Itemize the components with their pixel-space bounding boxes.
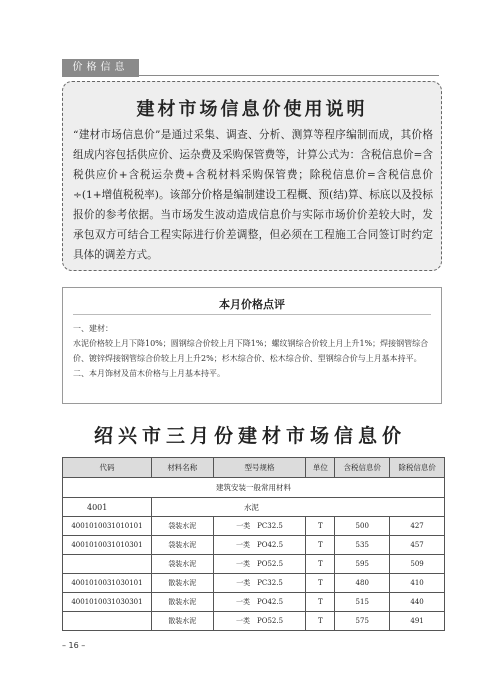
cell-code: 4001010031010101: [63, 517, 152, 536]
cell-name: 袋装水泥: [151, 555, 213, 574]
notice-title: 建材市场信息价使用说明: [136, 99, 368, 120]
cell-net-price: 440: [390, 593, 445, 612]
cell-net-price: 427: [390, 517, 445, 536]
cell-code: 4001010031010301: [63, 536, 152, 555]
column-header-name: 材料名称: [151, 458, 213, 478]
notice-body: “建材市场信息价”是通过采集、调查、分析、测算等程序编制而成，其价格组成内容包括供应价、运杂费及采购保管费等，计算公式为：含税信息价=含税供应价+含税运杂费+含税材料采购保管费；除税信息价=含税信息价÷(1+增值税税率)。该部分价格是编制建设工程概、预(结)算、标底以及投标报价的参考依据。当市场发生波动造成信息价与实际市场价价差较大时，发承包双方可结合工程实际进行价差调整，但必须在工程施工合同签订时约定具体的调差方式。: [73, 129, 433, 261]
cell-unit: T: [306, 517, 335, 536]
cell-spec: 一类 PC32.5: [213, 574, 306, 593]
review-divider: [73, 314, 431, 315]
cell-unit: T: [306, 574, 335, 593]
column-header-net-price: 除税信息价: [390, 458, 445, 478]
cell-spec: 一类 PO42.5: [213, 593, 306, 612]
table-subgroup-row: [63, 498, 445, 517]
cell-net-price: 457: [390, 536, 445, 555]
section-tab: 价格信息: [62, 59, 139, 77]
page-number: – 16 –: [62, 641, 86, 650]
cell-net-price: 410: [390, 574, 445, 593]
cell-spec: 一类 PO52.5: [213, 555, 306, 574]
column-header-tax-price: 含税信息价: [335, 458, 390, 478]
cell-name: 散装水泥: [151, 593, 213, 612]
table-row: [63, 612, 445, 631]
table-group-row: [63, 478, 445, 498]
section-divider: [139, 75, 439, 76]
table-header-row: [63, 458, 445, 478]
group-label: 建筑安装一般常用材料: [63, 478, 445, 498]
cell-unit: T: [306, 536, 335, 555]
table-row: [63, 517, 445, 536]
review-paragraph: 一、建材：: [73, 324, 113, 333]
review-paragraph: 水泥价格较上月下降10%；圆钢综合价较上月下降1%；螺纹钢综合价较上月上升1%；焊接钢管综合价、镀锌焊接钢管综合价较上月上升2%；杉木综合价、松木综合价、型钢综合价与上月基本持平。: [73, 339, 429, 363]
cell-code: 4001010031030301: [63, 593, 152, 612]
table-row: [63, 593, 445, 612]
review-paragraph: 二、本月饰材及苗木价格与上月基本持平。: [73, 369, 225, 378]
cell-net-price: 509: [390, 555, 445, 574]
cell-unit: T: [306, 612, 335, 631]
review-body: [73, 321, 433, 381]
cell-name: 袋装水泥: [151, 536, 213, 555]
subgroup-code: 4001: [63, 498, 152, 517]
table-row: [63, 555, 445, 574]
table-row: [63, 536, 445, 555]
cell-name: 散装水泥: [151, 612, 213, 631]
cell-tax-price: 575: [335, 612, 390, 631]
review-title: 本月价格点评: [219, 298, 285, 311]
cell-name: 袋装水泥: [151, 517, 213, 536]
cell-tax-price: 515: [335, 593, 390, 612]
subgroup-name: 水泥: [151, 498, 444, 517]
cell-tax-price: 535: [335, 536, 390, 555]
cell-name: 散装水泥: [151, 574, 213, 593]
cell-unit: T: [306, 593, 335, 612]
cell-code: 4001010031030101: [63, 574, 152, 593]
cell-net-price: 491: [390, 612, 445, 631]
cell-spec: 一类 PO42.5: [213, 536, 306, 555]
price-review-box: [62, 287, 442, 404]
cell-code: [63, 555, 152, 574]
column-header-spec: 型号规格: [213, 458, 306, 478]
cell-tax-price: 500: [335, 517, 390, 536]
cell-tax-price: 480: [335, 574, 390, 593]
cell-tax-price: 595: [335, 555, 390, 574]
page-title: 绍兴市三月份建材市场信息价: [93, 425, 406, 447]
cell-spec: 一类 PO52.5: [213, 612, 306, 631]
cell-spec: 一类 PC32.5: [213, 517, 306, 536]
cell-code: [63, 612, 152, 631]
column-header-unit: 单位: [306, 458, 335, 478]
price-table: [62, 457, 445, 631]
table-row: [63, 574, 445, 593]
column-header-code: 代码: [63, 458, 152, 478]
cell-unit: T: [306, 555, 335, 574]
usage-notice-box: [62, 81, 442, 271]
